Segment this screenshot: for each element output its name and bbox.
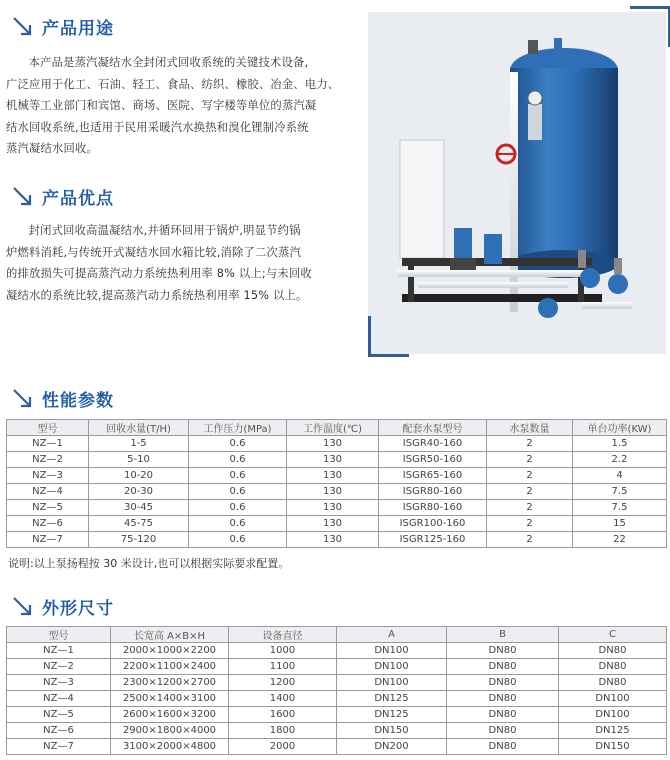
usage-line: 机械等工业部门和宾馆、商场、医院、写字楼等单位的蒸汽凝 [6,99,317,112]
column-header: A [337,627,447,643]
table-cell: DN100 [337,675,447,691]
table-row [7,643,667,659]
table-cell: DN125 [559,723,667,739]
table-row [7,723,667,739]
table-row [7,516,667,532]
table-cell: DN100 [559,707,667,723]
column-header: 单台功率(KW) [573,420,667,436]
diagonal-arrow-corner-icon [10,387,34,411]
table-cell: DN125 [337,691,447,707]
table-cell: 2 [487,516,573,532]
section-heading-advantage [10,184,114,209]
table-row [7,739,667,755]
table-cell: 2200×1100×2400 [111,659,229,675]
advantage-paragraph [6,220,362,306]
table-cell: 2000×1000×2200 [111,643,229,659]
table-cell: 2 [487,484,573,500]
table-cell: DN80 [559,675,667,691]
product-photo [368,12,666,354]
table-cell: 0.6 [189,516,287,532]
table-row [7,675,667,691]
table-row [7,452,667,468]
table-row [7,659,667,675]
table-cell: DN80 [447,691,559,707]
condensate-recovery-unit-illustration [368,12,666,354]
table-cell: 2 [487,532,573,548]
performance-note: 说明:以上泵扬程按 30 米设计,也可以根据实际要求配置。 [8,557,290,570]
table-row [7,707,667,723]
diagonal-arrow-corner-icon [10,15,34,39]
table-cell: 2 [487,436,573,452]
table-row [7,484,667,500]
table-cell: 4 [573,468,667,484]
column-header: 工作压力(MPa) [189,420,287,436]
table-cell: ISGR100-160 [379,516,487,532]
advantage-line: 封闭式回收高温凝结水,并循环回用于锅炉,明显节约锅 [28,224,301,237]
column-header: 设备直径 [229,627,337,643]
column-header: 工作温度(℃) [287,420,379,436]
table-cell: 130 [287,500,379,516]
decorative-corner [630,6,670,47]
table-cell: DN80 [447,723,559,739]
table-cell: 1-5 [89,436,189,452]
table-cell: 1.5 [573,436,667,452]
table-row [7,436,667,452]
table-cell: NZ—6 [7,516,89,532]
table-cell: NZ—4 [7,484,89,500]
table-cell: DN80 [447,739,559,755]
table-row [7,500,667,516]
usage-line: 广泛应用于化工、石油、轻工、食品、纺织、橡胶、冶金、电力、 [6,77,340,91]
table-cell: NZ—7 [7,532,89,548]
section-title-performance: 性能参数 [42,391,114,411]
table-cell: NZ—3 [7,468,89,484]
table-row [7,468,667,484]
table-cell: 2 [487,452,573,468]
column-header: 配套水泵型号 [379,420,487,436]
table-cell: 2500×1400×3100 [111,691,229,707]
table-cell: 7.5 [573,500,667,516]
advantage-line: 凝结水的系统比较,提高蒸汽动力系统热利用率 15% 以上。 [6,288,308,302]
table-cell: DN80 [447,643,559,659]
table-cell: NZ—6 [7,723,111,739]
column-header: 水泵数量 [487,420,573,436]
table-cell: 30-45 [89,500,189,516]
table-cell: DN80 [447,675,559,691]
table-cell: 130 [287,452,379,468]
table-cell: 0.6 [189,452,287,468]
table-cell: 20-30 [89,484,189,500]
table-cell: DN80 [559,659,667,675]
advantage-line: 炉燃料消耗,与传统开式凝结水回水箱比较,消除了二次蒸汽 [6,245,302,259]
table-cell: 0.6 [189,500,287,516]
table-cell: 75-120 [89,532,189,548]
table-cell: NZ—1 [7,643,111,659]
table-cell: 1600 [229,707,337,723]
diagonal-arrow-corner-icon [10,185,34,209]
diagonal-arrow-corner-icon [10,595,34,619]
table-cell: ISGR50-160 [379,452,487,468]
table-cell: 22 [573,532,667,548]
table-cell: 0.6 [189,484,287,500]
table-cell: 1100 [229,659,337,675]
table-cell: 1800 [229,723,337,739]
advantage-line: 的排放损失可提高蒸汽动力系统热利用率 8% 以上;与未回收 [6,267,312,280]
table-cell: DN80 [447,707,559,723]
table-cell: DN100 [337,659,447,675]
table-cell: ISGR125-160 [379,532,487,548]
table-cell: 2300×1200×2700 [111,675,229,691]
table-cell: ISGR40-160 [379,436,487,452]
table-cell: DN150 [559,739,667,755]
table-cell: 15 [573,516,667,532]
table-cell: 2000 [229,739,337,755]
table-cell: 10-20 [89,468,189,484]
dimensions-table [6,626,667,755]
table-row [7,691,667,707]
section-heading-dimensions [10,594,114,619]
table-cell: 1000 [229,643,337,659]
table-cell: 130 [287,468,379,484]
table-cell: 5-10 [89,452,189,468]
table-cell: 0.6 [189,468,287,484]
table-cell: 130 [287,532,379,548]
column-header: B [447,627,559,643]
table-cell: 2 [487,500,573,516]
usage-line: 本产品是蒸汽凝结水全封闭式回收系统的关键技术设备, [28,56,309,69]
table-cell: 3100×2000×4800 [111,739,229,755]
column-header: 长宽高 A×B×H [111,627,229,643]
table-cell: NZ—3 [7,675,111,691]
table-cell: DN200 [337,739,447,755]
usage-paragraph [6,52,362,160]
table-cell: NZ—2 [7,659,111,675]
table-cell: 0.6 [189,436,287,452]
table-cell: ISGR80-160 [379,484,487,500]
decorative-corner [368,316,409,357]
usage-line: 结水回收系统,也适用于民用采暖汽水换热和溴化锂制冷系统 [6,120,309,134]
table-cell: DN80 [559,643,667,659]
column-header: C [559,627,667,643]
section-heading-usage [10,14,114,39]
table-cell: NZ—1 [7,436,89,452]
section-title-dimensions: 外形尺寸 [42,599,114,619]
table-header-row [7,627,667,643]
table-cell: NZ—4 [7,691,111,707]
table-cell: 130 [287,516,379,532]
table-cell: DN125 [337,707,447,723]
table-cell: NZ—7 [7,739,111,755]
table-cell: ISGR65-160 [379,468,487,484]
table-cell: NZ—5 [7,500,89,516]
table-cell: DN100 [337,643,447,659]
table-cell: NZ—5 [7,707,111,723]
column-header: 回收水量(T/H) [89,420,189,436]
table-cell: DN80 [447,659,559,675]
table-cell: 2 [487,468,573,484]
table-cell: 7.5 [573,484,667,500]
column-header: 型号 [7,420,89,436]
section-title-advantage: 产品优点 [42,189,114,209]
usage-line: 蒸汽凝结水回收。 [6,142,98,155]
table-cell: 45-75 [89,516,189,532]
table-cell: 130 [287,484,379,500]
table-cell: 1200 [229,675,337,691]
column-header: 型号 [7,627,111,643]
table-cell: ISGR80-160 [379,500,487,516]
table-cell: 1400 [229,691,337,707]
table-cell: DN150 [337,723,447,739]
performance-table [6,419,667,548]
table-cell: NZ—2 [7,452,89,468]
table-cell: DN100 [559,691,667,707]
table-cell: 2.2 [573,452,667,468]
section-title-usage: 产品用途 [42,19,114,39]
table-header-row [7,420,667,436]
table-row [7,532,667,548]
table-cell: 130 [287,436,379,452]
table-cell: 0.6 [189,532,287,548]
table-cell: 2600×1600×3200 [111,707,229,723]
table-cell: 2900×1800×4000 [111,723,229,739]
section-heading-performance [10,386,114,411]
